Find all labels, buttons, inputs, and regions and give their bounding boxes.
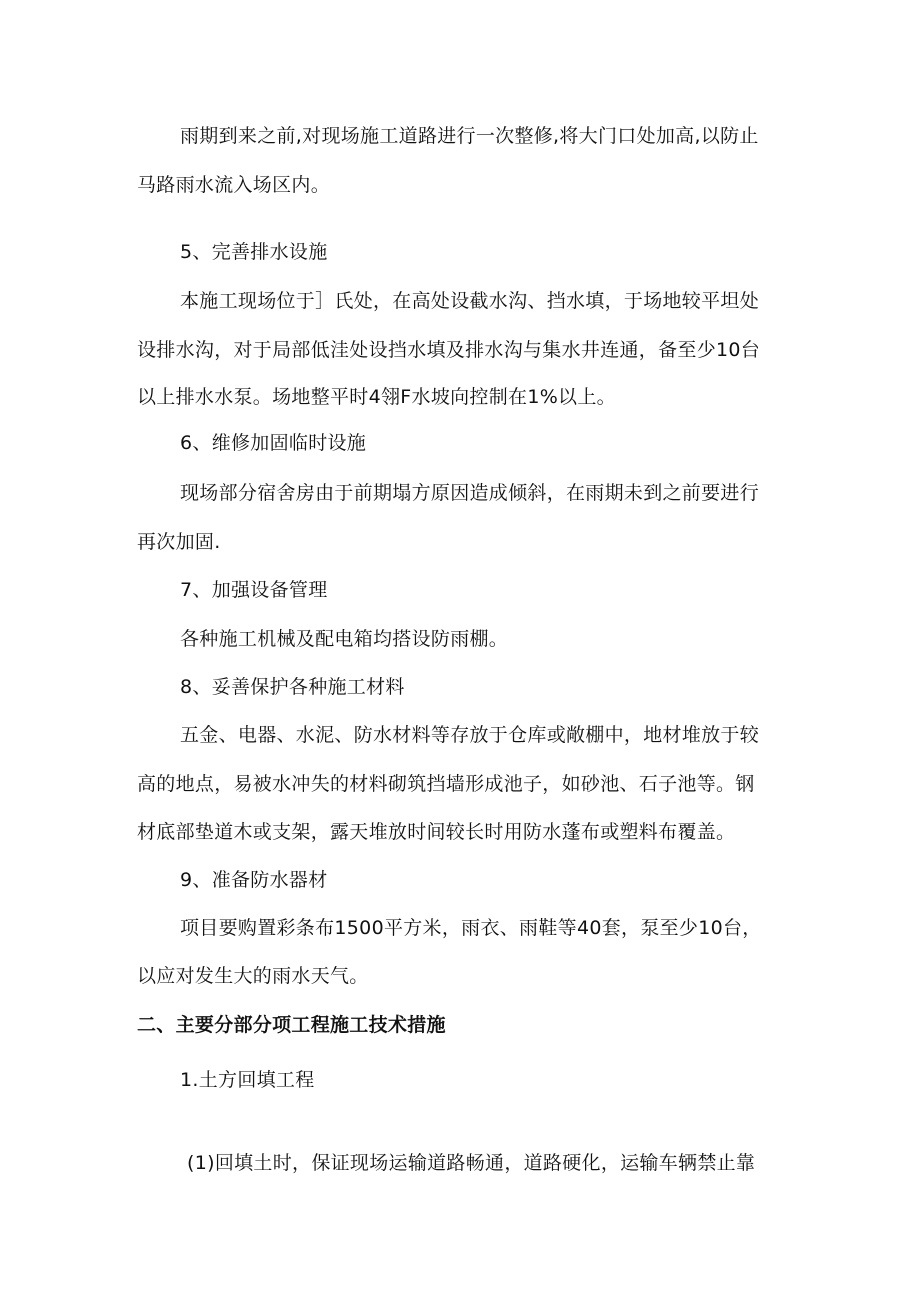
chapter-heading: 二、主要分部分项工程施工技术措施 <box>137 1014 446 1036</box>
paragraph-line: 再次加固. <box>137 531 221 553</box>
section-heading: 6、维修加固临时设施 <box>180 432 367 454</box>
paragraph-line: 本施工现场位于］氏处，在高处设截水沟、挡水填，于场地较平坦处 <box>180 290 760 312</box>
subsection-heading: 1.土方回填工程 <box>180 1069 315 1091</box>
paragraph-line: 高的地点，易被水冲失的材料砌筑挡墙形成池子，如砂池、石子池等。钢 <box>137 773 755 795</box>
paragraph-line: 雨期到来之前,对现场施工道路进行一次整修,将大门口处加高,以防止 <box>180 125 759 147</box>
paragraph-line: 项目要购置彩条布1500平方米，雨衣、雨鞋等40套，泵至少10台， <box>180 917 762 939</box>
paragraph-line: 设排水沟，对于局部低洼处设挡水填及排水沟与集水井连通，备至少10台 <box>137 339 761 361</box>
paragraph-line: 五金、电器、水泥、防水材料等存放于仓库或敞棚中，地材堆放于较 <box>180 724 760 746</box>
paragraph-line: 马路雨水流入场区内。 <box>137 174 331 196</box>
paragraph-line: 以上排水水泵。场地整平时4翎F水坡向控制在1%以上。 <box>137 386 616 408</box>
paragraph-line: 现场部分宿舍房由于前期塌方原因造成倾斜，在雨期未到之前要进行 <box>180 482 760 504</box>
paragraph-line: 材底部垫道木或支架，露天堆放时间较长时用防水蓬布或塑料布覆盖。 <box>137 821 736 843</box>
section-heading: 8、妥善保护各种施工材料 <box>180 676 405 698</box>
section-heading: 5、完善排水设施 <box>180 241 328 263</box>
section-heading: 7、加强设备管理 <box>180 579 328 601</box>
paragraph-line: (1)回填土时，保证现场运输道路畅通，道路硬化，运输车辆禁止靠 <box>187 1152 756 1174</box>
section-heading: 9、准备防水器材 <box>180 869 328 891</box>
paragraph-line: 以应对发生大的雨水天气。 <box>137 965 369 987</box>
paragraph-line: 各种施工机械及配电箱均搭设防雨棚。 <box>180 628 509 650</box>
